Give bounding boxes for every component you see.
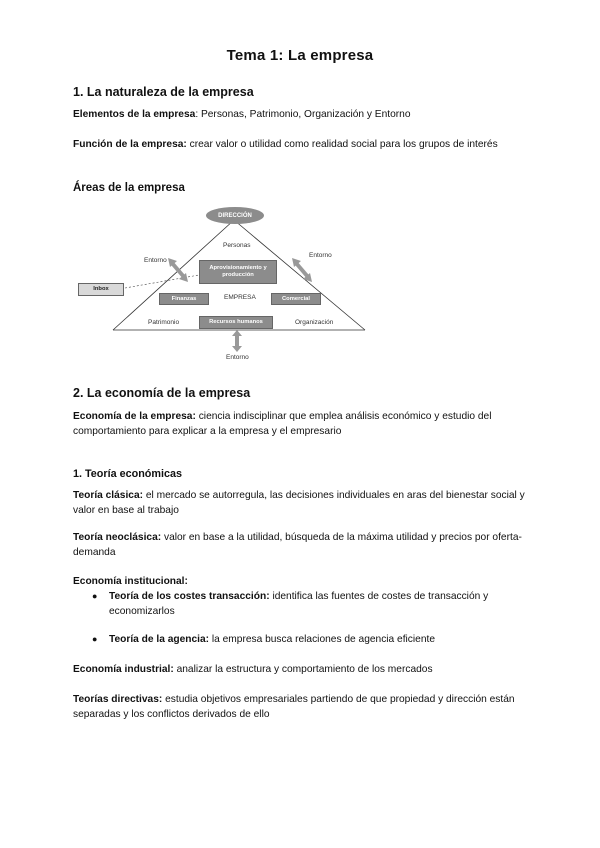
list-item-text bbox=[109, 632, 529, 647]
bullet-icon: ● bbox=[92, 634, 98, 644]
page-title: Tema 1: La empresa bbox=[226, 47, 374, 64]
direccion-ellipse: DIRECCIÓN bbox=[206, 207, 264, 224]
list-item-text bbox=[109, 589, 529, 619]
label-elementos: Elementos de la empresa bbox=[73, 109, 196, 120]
bullet-icon: ● bbox=[92, 591, 98, 601]
label-costes: Teoría de los costes transacción: bbox=[109, 591, 270, 602]
section-heading-economia: 2. La economía de la empresa bbox=[73, 386, 251, 400]
text-funcion: crear valor o utilidad como realidad social para los grupos de interés bbox=[186, 139, 498, 150]
entorno-left-label: Entorno bbox=[144, 257, 167, 264]
paragraph-elementos bbox=[73, 107, 533, 122]
label-economia: Economía de la empresa: bbox=[73, 411, 196, 422]
text-directivas: estudia objetivos empresariales partiendo de que propiedad y dirección están separadas y los conflictos derivados de ello bbox=[73, 694, 515, 720]
arrow-entorno-bottom bbox=[232, 330, 242, 352]
text-agencia: la empresa busca relaciones de agencia eficiente bbox=[209, 634, 435, 645]
entorno-bottom-label: Entorno bbox=[226, 354, 249, 361]
finanzas-box: Finanzas bbox=[159, 293, 209, 305]
inbox-box: Inbox bbox=[78, 283, 124, 296]
text-elementos: : Personas, Patrimonio, Organización y Entorno bbox=[195, 109, 411, 120]
heading-teorias: 1. Teoría económicas bbox=[73, 468, 183, 480]
empresa-label: EMPRESA bbox=[224, 294, 256, 301]
label-industrial: Economía industrial: bbox=[73, 664, 174, 675]
paragraph-industrial bbox=[73, 662, 533, 677]
text-industrial: analizar la estructura y comportamiento de los mercados bbox=[173, 664, 433, 675]
label-funcion: Función de la empresa: bbox=[73, 139, 187, 150]
recursos-humanos-box: Recursos humanos bbox=[199, 316, 273, 329]
label-institucional: Economía institucional: bbox=[73, 576, 188, 587]
text-neoclasica: valor en base a la utilidad, búsqueda de la máxima utilidad y precios por oferta-demanda bbox=[73, 532, 522, 558]
comercial-box: Comercial bbox=[271, 293, 321, 305]
paragraph-funcion bbox=[73, 137, 533, 152]
organizacion-label: Organización bbox=[295, 319, 334, 326]
paragraph-neoclasica bbox=[73, 530, 533, 560]
label-agencia: Teoría de la agencia: bbox=[109, 634, 210, 645]
section-heading-naturaleza: 1. La naturaleza de la empresa bbox=[73, 85, 254, 99]
patrimonio-label: Patrimonio bbox=[148, 319, 180, 326]
paragraph-directivas bbox=[73, 692, 533, 722]
paragraph-economia bbox=[73, 409, 533, 439]
text-costes: identifica las fuentes de costes de transacción y economizarlos bbox=[109, 591, 489, 617]
paragraph-clasica bbox=[73, 488, 533, 518]
arrow-entorno-right bbox=[292, 258, 312, 282]
label-neoclasica: Teoría neoclásica: bbox=[73, 532, 162, 543]
label-directivas: Teorías directivas: bbox=[73, 694, 163, 705]
personas-label: Personas bbox=[223, 242, 251, 249]
text-economia: ciencia indisciplinar que emplea análisis económico y estudio del comportamiento para explicar a la empresa y el empresario bbox=[73, 411, 492, 437]
areas-diagram bbox=[73, 200, 373, 370]
paragraph-institucional bbox=[73, 574, 533, 589]
text-clasica: el mercado se autorregula, las decisiones individuales en aras del bienestar social y valor en base al trabajo bbox=[73, 490, 525, 516]
entorno-right-label: Entorno bbox=[309, 252, 332, 259]
label-clasica: Teoría clásica: bbox=[73, 490, 144, 501]
aprovisionamiento-box: Aprovisionamiento y producción bbox=[199, 260, 277, 284]
heading-areas: Áreas de la empresa bbox=[73, 182, 185, 194]
